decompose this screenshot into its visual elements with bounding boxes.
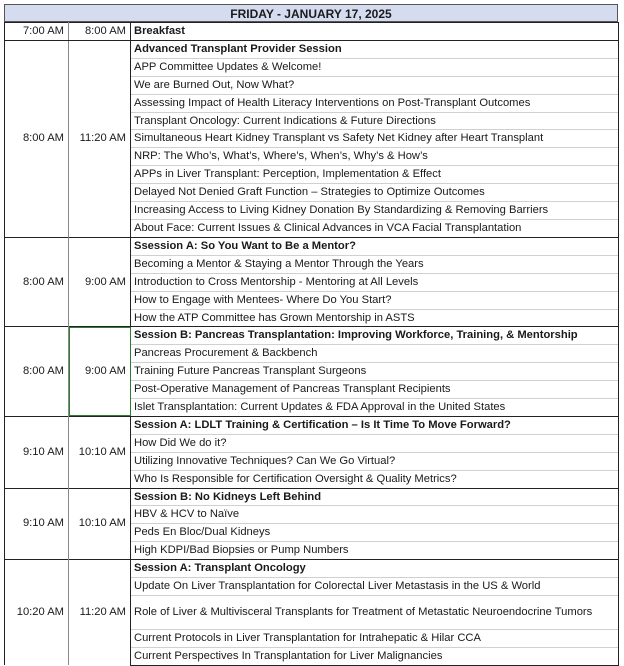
- session-title-cell[interactable]: Ssession A: So You Want to Be a Mentor?: [131, 237, 619, 255]
- talk-title-cell[interactable]: High KDPI/Bad Biopsies or Pump Numbers: [131, 542, 619, 560]
- end-time-cell[interactable]: 11:20 AM: [69, 40, 131, 237]
- start-time-cell[interactable]: 7:00 AM: [5, 23, 69, 41]
- talk-title-cell[interactable]: How to Engage with Mentees- Where Do You Start?: [131, 291, 619, 309]
- talk-title-cell[interactable]: Transplant Oncology: Current Indications & Future Directions: [131, 112, 619, 130]
- session-title-row: [5, 416, 619, 434]
- talk-title-cell[interactable]: Current Protocols in Liver Transplantation for Intrahepatic & Hilar CCA: [131, 630, 619, 648]
- end-time-cell[interactable]: 9:00 AM: [69, 327, 131, 417]
- session-title-row: [5, 327, 619, 345]
- schedule-table: [4, 22, 619, 666]
- talk-title-cell[interactable]: APP Committee Updates & Welcome!: [131, 58, 619, 76]
- session-title-row: [5, 237, 619, 255]
- end-time-cell[interactable]: 9:00 AM: [69, 237, 131, 327]
- session-title-row: [5, 40, 619, 58]
- talk-title-cell[interactable]: Who Is Responsible for Certification Oversight & Quality Metrics?: [131, 470, 619, 488]
- talk-title-cell[interactable]: Increasing Access to Living Kidney Donation By Standardizing & Removing Barriers: [131, 202, 619, 220]
- talk-title-cell[interactable]: NRP: The Who’s, What’s, Where’s, When’s, Why’s & How’s: [131, 148, 619, 166]
- end-time-cell[interactable]: 10:10 AM: [69, 488, 131, 560]
- talk-title-cell[interactable]: HBV & HCV to Naïve: [131, 506, 619, 524]
- end-time-cell[interactable]: 11:20 AM: [69, 560, 131, 666]
- end-time-cell[interactable]: 10:10 AM: [69, 416, 131, 488]
- talk-title-cell[interactable]: Simultaneous Heart Kidney Transplant vs Safety Net Kidney after Heart Transplant: [131, 130, 619, 148]
- day-header[interactable]: FRIDAY - JANUARY 17, 2025: [4, 4, 618, 22]
- session-title-cell[interactable]: Session A: LDLT Training & Certification – Is It Time To Move Forward?: [131, 416, 619, 434]
- talk-title-cell[interactable]: Update On Liver Transplantation for Colorectal Liver Metastasis in the US & World: [131, 578, 619, 596]
- talk-title-cell[interactable]: Post-Operative Management of Pancreas Transplant Recipients: [131, 381, 619, 399]
- talk-title-cell[interactable]: About Face: Current Issues & Clinical Advances in VCA Facial Transplantation: [131, 219, 619, 237]
- talk-title-cell[interactable]: Role of Liver & Multivisceral Transplants for Treatment of Metastatic Neuroendocrine Tumors: [131, 596, 619, 630]
- talk-title-cell[interactable]: Assessing Impact of Health Literacy Interventions on Post-Transplant Outcomes: [131, 94, 619, 112]
- start-time-cell[interactable]: 9:10 AM: [5, 488, 69, 560]
- start-time-cell[interactable]: 8:00 AM: [5, 327, 69, 417]
- session-title-cell[interactable]: Session A: Transplant Oncology: [131, 560, 619, 578]
- talk-title-cell[interactable]: Current Perspectives In Transplantation for Liver Malignancies: [131, 647, 619, 665]
- talk-title-cell[interactable]: Introduction to Cross Mentorship - Mentoring at All Levels: [131, 273, 619, 291]
- talk-title-cell[interactable]: Training Future Pancreas Transplant Surgeons: [131, 363, 619, 381]
- talk-title-cell[interactable]: We are Burned Out, Now What?: [131, 76, 619, 94]
- talk-title-cell[interactable]: Delayed Not Denied Graft Function – Strategies to Optimize Outcomes: [131, 184, 619, 202]
- talk-title-cell[interactable]: Becoming a Mentor & Staying a Mentor Through the Years: [131, 255, 619, 273]
- talk-title-cell[interactable]: How the ATP Committee has Grown Mentorship in ASTS: [131, 309, 619, 327]
- talk-title-cell[interactable]: Utilizing Innovative Techniques? Can We Go Virtual?: [131, 452, 619, 470]
- session-title-cell[interactable]: Session B: No Kidneys Left Behind: [131, 488, 619, 506]
- start-time-cell[interactable]: 8:00 AM: [5, 40, 69, 237]
- session-title-row: [5, 488, 619, 506]
- session-title-row: [5, 560, 619, 578]
- start-time-cell[interactable]: 8:00 AM: [5, 237, 69, 327]
- talk-title-cell[interactable]: Peds En Bloc/Dual Kidneys: [131, 524, 619, 542]
- breakfast-row: [5, 23, 619, 41]
- session-title-cell[interactable]: Session B: Pancreas Transplantation: Improving Workforce, Training, & Mentorship: [131, 327, 619, 345]
- talk-title-cell[interactable]: Islet Transplantation: Current Updates & FDA Approval in the United States: [131, 399, 619, 417]
- talk-title-cell[interactable]: APPs in Liver Transplant: Perception, Implementation & Effect: [131, 166, 619, 184]
- session-title-cell[interactable]: Breakfast: [131, 23, 619, 41]
- session-title-cell[interactable]: Advanced Transplant Provider Session: [131, 40, 619, 58]
- talk-title-cell[interactable]: How Did We do it?: [131, 434, 619, 452]
- end-time-cell[interactable]: 8:00 AM: [69, 23, 131, 41]
- start-time-cell[interactable]: 10:20 AM: [5, 560, 69, 666]
- schedule-sheet: [4, 4, 618, 666]
- start-time-cell[interactable]: 9:10 AM: [5, 416, 69, 488]
- talk-title-cell[interactable]: Pancreas Procurement & Backbench: [131, 345, 619, 363]
